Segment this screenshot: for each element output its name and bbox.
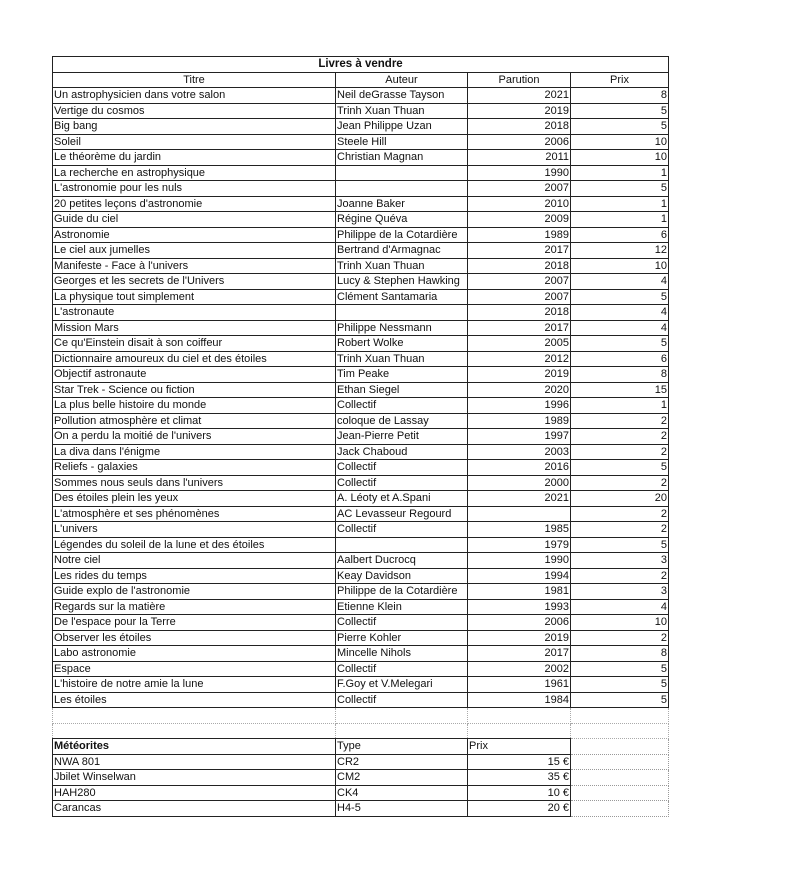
book-year-cell[interactable]: 2007 bbox=[468, 181, 571, 197]
book-author-cell[interactable] bbox=[336, 181, 468, 197]
book-title-cell[interactable]: La physique tout simplement bbox=[53, 289, 336, 305]
table-row bbox=[53, 134, 669, 150]
empty-cell[interactable] bbox=[571, 770, 669, 786]
book-year-cell[interactable]: 2000 bbox=[468, 475, 571, 491]
book-year-cell[interactable]: 2018 bbox=[468, 258, 571, 274]
table-row bbox=[53, 599, 669, 615]
book-year-cell[interactable]: 2019 bbox=[468, 630, 571, 646]
book-author-cell[interactable]: Clément Santamaria bbox=[336, 289, 468, 305]
empty-cell[interactable] bbox=[571, 708, 669, 724]
book-title-cell[interactable]: Un astrophysicien dans votre salon bbox=[53, 88, 336, 104]
meteorite-type-cell[interactable]: H4-5 bbox=[336, 801, 468, 817]
book-author-cell[interactable]: F.Goy et V.Melegari bbox=[336, 677, 468, 693]
book-year-cell[interactable]: 2019 bbox=[468, 367, 571, 383]
book-year-cell[interactable]: 1990 bbox=[468, 165, 571, 181]
book-author-cell[interactable] bbox=[336, 537, 468, 553]
empty-cell[interactable] bbox=[468, 723, 571, 739]
book-price-cell[interactable]: 5 bbox=[571, 460, 669, 476]
book-author-cell[interactable]: Lucy & Stephen Hawking bbox=[336, 274, 468, 290]
book-title-cell[interactable]: La diva dans l'énigme bbox=[53, 444, 336, 460]
book-price-cell[interactable]: 2 bbox=[571, 506, 669, 522]
book-author-cell[interactable]: Jack Chaboud bbox=[336, 444, 468, 460]
header-parution[interactable]: Parution bbox=[468, 72, 571, 88]
table-row bbox=[53, 553, 669, 569]
book-price-cell[interactable]: 2 bbox=[571, 413, 669, 429]
meteorites-header-name[interactable]: Météorites bbox=[53, 739, 336, 755]
book-author-cell[interactable]: AC Levasseur Regourd bbox=[336, 506, 468, 522]
meteorite-name-cell[interactable]: NWA 801 bbox=[53, 754, 336, 770]
book-title-cell[interactable]: Regards sur la matière bbox=[53, 599, 336, 615]
book-year-cell[interactable]: 2017 bbox=[468, 320, 571, 336]
book-title-cell[interactable]: Manifeste - Face à l'univers bbox=[53, 258, 336, 274]
book-price-cell[interactable]: 10 bbox=[571, 134, 669, 150]
book-price-cell[interactable]: 10 bbox=[571, 150, 669, 166]
table-row bbox=[53, 351, 669, 367]
book-title-cell[interactable]: La plus belle histoire du monde bbox=[53, 398, 336, 414]
empty-cell[interactable] bbox=[571, 785, 669, 801]
table-row bbox=[53, 646, 669, 662]
book-author-cell[interactable]: Trinh Xuan Thuan bbox=[336, 103, 468, 119]
book-price-cell[interactable]: 6 bbox=[571, 227, 669, 243]
book-year-cell[interactable]: 2011 bbox=[468, 150, 571, 166]
table-row bbox=[53, 444, 669, 460]
meteorite-type-cell[interactable]: CM2 bbox=[336, 770, 468, 786]
meteorite-name-cell[interactable]: HAH280 bbox=[53, 785, 336, 801]
book-price-cell[interactable]: 8 bbox=[571, 367, 669, 383]
book-year-cell[interactable]: 1985 bbox=[468, 522, 571, 538]
book-title-cell[interactable]: L'atmosphère et ses phénomènes bbox=[53, 506, 336, 522]
book-price-cell[interactable]: 5 bbox=[571, 661, 669, 677]
book-title-cell[interactable]: Le ciel aux jumelles bbox=[53, 243, 336, 259]
book-author-cell[interactable]: Bertrand d'Armagnac bbox=[336, 243, 468, 259]
book-price-cell[interactable]: 6 bbox=[571, 351, 669, 367]
book-title-cell[interactable]: Les étoiles bbox=[53, 692, 336, 708]
book-year-cell[interactable]: 2003 bbox=[468, 444, 571, 460]
book-year-cell[interactable]: 2021 bbox=[468, 88, 571, 104]
book-title-cell[interactable]: Labo astronomie bbox=[53, 646, 336, 662]
book-price-cell[interactable]: 4 bbox=[571, 599, 669, 615]
book-price-cell[interactable]: 2 bbox=[571, 522, 669, 538]
meteorite-type-cell[interactable]: CR2 bbox=[336, 754, 468, 770]
header-titre[interactable]: Titre bbox=[53, 72, 336, 88]
book-author-cell[interactable]: Philippe de la Cotardière bbox=[336, 584, 468, 600]
book-title-cell[interactable]: L'univers bbox=[53, 522, 336, 538]
book-price-cell[interactable]: 1 bbox=[571, 212, 669, 228]
book-author-cell[interactable]: Collectif bbox=[336, 522, 468, 538]
book-year-cell[interactable]: 1981 bbox=[468, 584, 571, 600]
book-year-cell[interactable]: 2012 bbox=[468, 351, 571, 367]
book-price-cell[interactable]: 12 bbox=[571, 243, 669, 259]
meteorites-header-row bbox=[53, 739, 669, 755]
book-price-cell[interactable]: 1 bbox=[571, 196, 669, 212]
header-prix[interactable]: Prix bbox=[571, 72, 669, 88]
book-year-cell[interactable]: 2020 bbox=[468, 382, 571, 398]
book-year-cell[interactable]: 1979 bbox=[468, 537, 571, 553]
table-row bbox=[53, 243, 669, 259]
empty-row bbox=[53, 708, 669, 724]
table-row bbox=[53, 227, 669, 243]
header-auteur[interactable]: Auteur bbox=[336, 72, 468, 88]
meteorite-price-cell[interactable]: 15 € bbox=[468, 754, 571, 770]
book-author-cell[interactable]: Collectif bbox=[336, 398, 468, 414]
empty-cell[interactable] bbox=[571, 723, 669, 739]
book-author-cell[interactable]: Joanne Baker bbox=[336, 196, 468, 212]
book-author-cell[interactable]: Robert Wolke bbox=[336, 336, 468, 352]
book-title-cell[interactable]: L'astronomie pour les nuls bbox=[53, 181, 336, 197]
table-row bbox=[53, 584, 669, 600]
book-year-cell[interactable]: 2007 bbox=[468, 274, 571, 290]
meteorite-row bbox=[53, 754, 669, 770]
book-year-cell[interactable]: 2002 bbox=[468, 661, 571, 677]
book-title-cell[interactable]: De l'espace pour la Terre bbox=[53, 615, 336, 631]
book-title-cell[interactable]: Georges et les secrets de l'Univers bbox=[53, 274, 336, 290]
book-price-cell[interactable]: 20 bbox=[571, 491, 669, 507]
book-year-cell[interactable]: 2007 bbox=[468, 289, 571, 305]
book-title-cell[interactable]: Observer les étoiles bbox=[53, 630, 336, 646]
empty-cell[interactable] bbox=[53, 708, 336, 724]
meteorite-type-cell[interactable]: CK4 bbox=[336, 785, 468, 801]
meteorite-row bbox=[53, 801, 669, 817]
book-title-cell[interactable]: Reliefs - galaxies bbox=[53, 460, 336, 476]
book-title-cell[interactable]: Guide du ciel bbox=[53, 212, 336, 228]
book-title-cell[interactable]: L'histoire de notre amie la lune bbox=[53, 677, 336, 693]
books-header-row bbox=[53, 72, 669, 88]
meteorite-price-cell[interactable]: 20 € bbox=[468, 801, 571, 817]
book-price-cell[interactable]: 2 bbox=[571, 475, 669, 491]
table-row bbox=[53, 165, 669, 181]
book-title-cell[interactable]: Mission Mars bbox=[53, 320, 336, 336]
meteorite-row bbox=[53, 770, 669, 786]
book-year-cell[interactable]: 2005 bbox=[468, 336, 571, 352]
table-row bbox=[53, 181, 669, 197]
table-row bbox=[53, 630, 669, 646]
table-row bbox=[53, 661, 669, 677]
meteorite-name-cell[interactable]: Jbilet Winselwan bbox=[53, 770, 336, 786]
book-author-cell[interactable] bbox=[336, 305, 468, 321]
book-year-cell[interactable]: 1989 bbox=[468, 227, 571, 243]
book-price-cell[interactable]: 5 bbox=[571, 692, 669, 708]
book-price-cell[interactable]: 3 bbox=[571, 553, 669, 569]
book-author-cell[interactable]: Philippe de la Cotardière bbox=[336, 227, 468, 243]
table-row bbox=[53, 289, 669, 305]
table-row bbox=[53, 506, 669, 522]
table-row bbox=[53, 677, 669, 693]
table-row bbox=[53, 615, 669, 631]
empty-cell[interactable] bbox=[571, 801, 669, 817]
book-year-cell[interactable]: 1961 bbox=[468, 677, 571, 693]
empty-cell[interactable] bbox=[336, 723, 468, 739]
table-row bbox=[53, 429, 669, 445]
book-author-cell[interactable]: Collectif bbox=[336, 475, 468, 491]
book-title-cell[interactable]: Espace bbox=[53, 661, 336, 677]
book-year-cell[interactable]: 1997 bbox=[468, 429, 571, 445]
book-title-cell[interactable]: 20 petites leçons d'astronomie bbox=[53, 196, 336, 212]
book-author-cell[interactable]: Etienne Klein bbox=[336, 599, 468, 615]
book-title-cell[interactable]: Dictionnaire amoureux du ciel et des étoiles bbox=[53, 351, 336, 367]
book-year-cell[interactable]: 2018 bbox=[468, 305, 571, 321]
book-year-cell[interactable]: 2019 bbox=[468, 103, 571, 119]
table-row bbox=[53, 692, 669, 708]
book-price-cell[interactable]: 15 bbox=[571, 382, 669, 398]
book-price-cell[interactable]: 5 bbox=[571, 119, 669, 135]
book-title-cell[interactable]: Star Trek - Science ou fiction bbox=[53, 382, 336, 398]
meteorite-name-cell[interactable]: Carancas bbox=[53, 801, 336, 817]
book-author-cell[interactable]: Trinh Xuan Thuan bbox=[336, 351, 468, 367]
book-title-cell[interactable]: Le théorème du jardin bbox=[53, 150, 336, 166]
book-price-cell[interactable]: 8 bbox=[571, 646, 669, 662]
book-author-cell[interactable]: Trinh Xuan Thuan bbox=[336, 258, 468, 274]
book-year-cell[interactable]: 1984 bbox=[468, 692, 571, 708]
book-year-cell[interactable]: 1990 bbox=[468, 553, 571, 569]
book-author-cell[interactable]: A. Léoty et A.Spani bbox=[336, 491, 468, 507]
table-row bbox=[53, 537, 669, 553]
book-price-cell[interactable]: 5 bbox=[571, 181, 669, 197]
book-title-cell[interactable]: On a perdu la moitié de l'univers bbox=[53, 429, 336, 445]
spreadsheet bbox=[52, 56, 668, 817]
book-author-cell[interactable]: Mincelle Nihols bbox=[336, 646, 468, 662]
book-price-cell[interactable]: 4 bbox=[571, 305, 669, 321]
book-author-cell[interactable]: Tim Peake bbox=[336, 367, 468, 383]
book-author-cell[interactable]: Régine Quéva bbox=[336, 212, 468, 228]
book-author-cell[interactable]: Christian Magnan bbox=[336, 150, 468, 166]
table-row bbox=[53, 491, 669, 507]
book-price-cell[interactable]: 2 bbox=[571, 444, 669, 460]
book-title-cell[interactable]: Légendes du soleil de la lune et des étoiles bbox=[53, 537, 336, 553]
table-row bbox=[53, 382, 669, 398]
table-row bbox=[53, 336, 669, 352]
book-price-cell[interactable]: 2 bbox=[571, 429, 669, 445]
table-row bbox=[53, 274, 669, 290]
book-title-cell[interactable]: Sommes nous seuls dans l'univers bbox=[53, 475, 336, 491]
table-row bbox=[53, 413, 669, 429]
table-row bbox=[53, 150, 669, 166]
book-price-cell[interactable]: 2 bbox=[571, 568, 669, 584]
table-row bbox=[53, 258, 669, 274]
book-price-cell[interactable]: 5 bbox=[571, 289, 669, 305]
table-row bbox=[53, 568, 669, 584]
book-year-cell[interactable]: 2010 bbox=[468, 196, 571, 212]
empty-cell[interactable] bbox=[53, 723, 336, 739]
book-price-cell[interactable]: 5 bbox=[571, 677, 669, 693]
book-year-cell[interactable]: 2009 bbox=[468, 212, 571, 228]
empty-cell[interactable] bbox=[336, 708, 468, 724]
table-row bbox=[53, 103, 669, 119]
book-price-cell[interactable]: 10 bbox=[571, 258, 669, 274]
empty-row bbox=[53, 723, 669, 739]
table-row bbox=[53, 119, 669, 135]
meteorite-price-cell[interactable]: 10 € bbox=[468, 785, 571, 801]
book-title-cell[interactable]: Des étoiles plein les yeux bbox=[53, 491, 336, 507]
book-year-cell[interactable]: 2006 bbox=[468, 134, 571, 150]
table-row bbox=[53, 196, 669, 212]
book-price-cell[interactable]: 5 bbox=[571, 336, 669, 352]
meteorite-row bbox=[53, 785, 669, 801]
book-author-cell[interactable]: Steele Hill bbox=[336, 134, 468, 150]
book-price-cell[interactable]: 5 bbox=[571, 537, 669, 553]
book-price-cell[interactable]: 4 bbox=[571, 320, 669, 336]
book-author-cell[interactable]: Aalbert Ducrocq bbox=[336, 553, 468, 569]
meteorite-price-cell[interactable]: 35 € bbox=[468, 770, 571, 786]
table-row bbox=[53, 398, 669, 414]
book-year-cell[interactable]: 1996 bbox=[468, 398, 571, 414]
book-title-cell[interactable]: Objectif astronaute bbox=[53, 367, 336, 383]
book-price-cell[interactable]: 8 bbox=[571, 88, 669, 104]
book-title-cell[interactable]: Notre ciel bbox=[53, 553, 336, 569]
books-title-row bbox=[53, 57, 669, 73]
empty-cell[interactable] bbox=[571, 754, 669, 770]
table-row bbox=[53, 305, 669, 321]
book-price-cell[interactable]: 2 bbox=[571, 630, 669, 646]
book-author-cell[interactable]: Pierre Kohler bbox=[336, 630, 468, 646]
book-author-cell[interactable]: Keay Davidson bbox=[336, 568, 468, 584]
book-author-cell[interactable]: Philippe Nessmann bbox=[336, 320, 468, 336]
book-price-cell[interactable]: 1 bbox=[571, 165, 669, 181]
book-author-cell[interactable]: Collectif bbox=[336, 615, 468, 631]
table-row bbox=[53, 320, 669, 336]
books-table bbox=[52, 56, 669, 817]
book-year-cell[interactable]: 2016 bbox=[468, 460, 571, 476]
meteorites-header-empty[interactable] bbox=[571, 739, 669, 755]
book-author-cell[interactable]: coloque de Lassay bbox=[336, 413, 468, 429]
book-title-cell[interactable]: Soleil bbox=[53, 134, 336, 150]
book-author-cell[interactable]: Neil deGrasse Tayson bbox=[336, 88, 468, 104]
book-year-cell[interactable]: 1994 bbox=[468, 568, 571, 584]
book-title-cell[interactable]: L'astronaute bbox=[53, 305, 336, 321]
table-row bbox=[53, 522, 669, 538]
book-author-cell[interactable]: Jean-Pierre Petit bbox=[336, 429, 468, 445]
book-year-cell[interactable]: 1993 bbox=[468, 599, 571, 615]
book-price-cell[interactable]: 10 bbox=[571, 615, 669, 631]
book-price-cell[interactable]: 1 bbox=[571, 398, 669, 414]
book-title-cell[interactable]: Pollution atmosphère et climat bbox=[53, 413, 336, 429]
table-row bbox=[53, 212, 669, 228]
book-title-cell[interactable]: Big bang bbox=[53, 119, 336, 135]
table-row bbox=[53, 88, 669, 104]
meteorites-header-price[interactable]: Prix bbox=[468, 739, 571, 755]
book-title-cell[interactable]: Guide explo de l'astronomie bbox=[53, 584, 336, 600]
book-price-cell[interactable]: 4 bbox=[571, 274, 669, 290]
book-title-cell[interactable]: Astronomie bbox=[53, 227, 336, 243]
book-year-cell[interactable]: 2021 bbox=[468, 491, 571, 507]
book-year-cell[interactable]: 2006 bbox=[468, 615, 571, 631]
book-price-cell[interactable]: 5 bbox=[571, 103, 669, 119]
meteorites-header-type[interactable]: Type bbox=[336, 739, 468, 755]
book-title-cell[interactable]: La recherche en astrophysique bbox=[53, 165, 336, 181]
empty-cell[interactable] bbox=[468, 708, 571, 724]
table-row bbox=[53, 367, 669, 383]
book-year-cell[interactable]: 2017 bbox=[468, 646, 571, 662]
book-author-cell[interactable]: Collectif bbox=[336, 692, 468, 708]
table-row bbox=[53, 475, 669, 491]
table-row bbox=[53, 460, 669, 476]
book-author-cell[interactable] bbox=[336, 165, 468, 181]
books-title[interactable]: Livres à vendre bbox=[53, 57, 669, 73]
book-title-cell[interactable]: Ce qu'Einstein disait à son coiffeur bbox=[53, 336, 336, 352]
book-author-cell[interactable]: Collectif bbox=[336, 661, 468, 677]
book-year-cell[interactable]: 2018 bbox=[468, 119, 571, 135]
book-year-cell[interactable] bbox=[468, 506, 571, 522]
book-author-cell[interactable]: Collectif bbox=[336, 460, 468, 476]
book-year-cell[interactable]: 1989 bbox=[468, 413, 571, 429]
book-title-cell[interactable]: Les rides du temps bbox=[53, 568, 336, 584]
book-year-cell[interactable]: 2017 bbox=[468, 243, 571, 259]
book-title-cell[interactable]: Vertige du cosmos bbox=[53, 103, 336, 119]
book-author-cell[interactable]: Jean Philippe Uzan bbox=[336, 119, 468, 135]
book-author-cell[interactable]: Ethan Siegel bbox=[336, 382, 468, 398]
book-price-cell[interactable]: 3 bbox=[571, 584, 669, 600]
